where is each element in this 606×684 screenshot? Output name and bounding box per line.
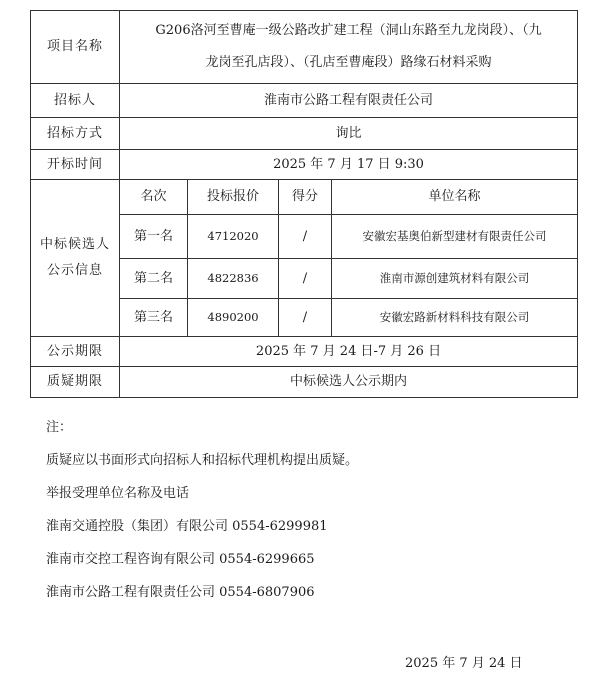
project-name-line2: 龙岗至孔店段）、（孔店至曹庵段）路缘石材料采购 xyxy=(205,55,492,70)
notes-line-report: 举报受理单位名称及电话 xyxy=(46,486,190,501)
header-score: 得分 xyxy=(279,180,332,215)
candidate-price: 4712020 xyxy=(188,215,279,259)
tenderer-row xyxy=(31,84,578,118)
candidate-company: 安徽宏基奥伯新型建材有限责任公司 xyxy=(332,215,578,259)
candidate-score: / xyxy=(279,299,332,337)
opening-value: 2025 年 7 月 17 日 9:30 xyxy=(120,150,578,180)
tenderer-label: 招标人 xyxy=(31,84,120,118)
query-row xyxy=(31,367,578,398)
candidate-rank: 第三名 xyxy=(120,299,188,337)
notes-line-query: 质疑应以书面形式向招标人和招标代理机构提出质疑。 xyxy=(46,453,359,468)
publicity-label: 公示期限 xyxy=(31,337,120,367)
candidates-label-line1: 中标候选人 xyxy=(39,237,110,253)
candidates-header-row xyxy=(31,180,578,215)
method-row xyxy=(31,118,578,150)
candidate-company: 淮南市源创建筑材料有限公司 xyxy=(332,259,578,299)
notes-contact-2: 淮南市交控工程咨询有限公司 0554-6299665 xyxy=(46,552,315,567)
header-price: 投标报价 xyxy=(188,180,279,215)
notes-contact-1: 淮南交通控股（集团）有限公司 0554-6299981 xyxy=(46,519,328,534)
candidate-score: / xyxy=(279,215,332,259)
candidate-price: 4822836 xyxy=(188,259,279,299)
candidate-rank: 第二名 xyxy=(120,259,188,299)
bid-result-table xyxy=(30,10,578,398)
notes-title: 注： xyxy=(46,420,73,435)
method-value: 询比 xyxy=(120,118,578,150)
candidates-label xyxy=(31,180,120,337)
tenderer-value: 淮南市公路工程有限责任公司 xyxy=(120,84,578,118)
opening-row xyxy=(31,150,578,180)
candidate-rank: 第一名 xyxy=(120,215,188,259)
query-label: 质疑期限 xyxy=(31,367,120,398)
candidate-price: 4890200 xyxy=(188,299,279,337)
candidate-company: 安徽宏路新材料科技有限公司 xyxy=(332,299,578,337)
header-company: 单位名称 xyxy=(332,180,578,215)
notes-section xyxy=(46,418,358,603)
notes-contact-3: 淮南市公路工程有限责任公司 0554-6807906 xyxy=(46,585,315,600)
query-value: 中标候选人公示期内 xyxy=(120,367,578,398)
candidates-label-line2: 公示信息 xyxy=(46,263,103,278)
document-date: 2025 年 7 月 24 日 xyxy=(405,656,523,671)
candidate-score: / xyxy=(279,259,332,299)
publicity-row xyxy=(31,337,578,367)
method-label: 招标方式 xyxy=(31,118,120,150)
project-label: 项目名称 xyxy=(31,11,120,84)
project-name xyxy=(120,11,578,84)
project-row xyxy=(31,11,578,84)
publicity-value: 2025 年 7 月 24 日-7 月 26 日 xyxy=(120,337,578,367)
project-name-line1: G206洛河至曹庵一级公路改扩建工程（洞山东路至九龙岗段）、（九 xyxy=(155,23,542,38)
header-rank: 名次 xyxy=(120,180,188,215)
opening-label: 开标时间 xyxy=(31,150,120,180)
